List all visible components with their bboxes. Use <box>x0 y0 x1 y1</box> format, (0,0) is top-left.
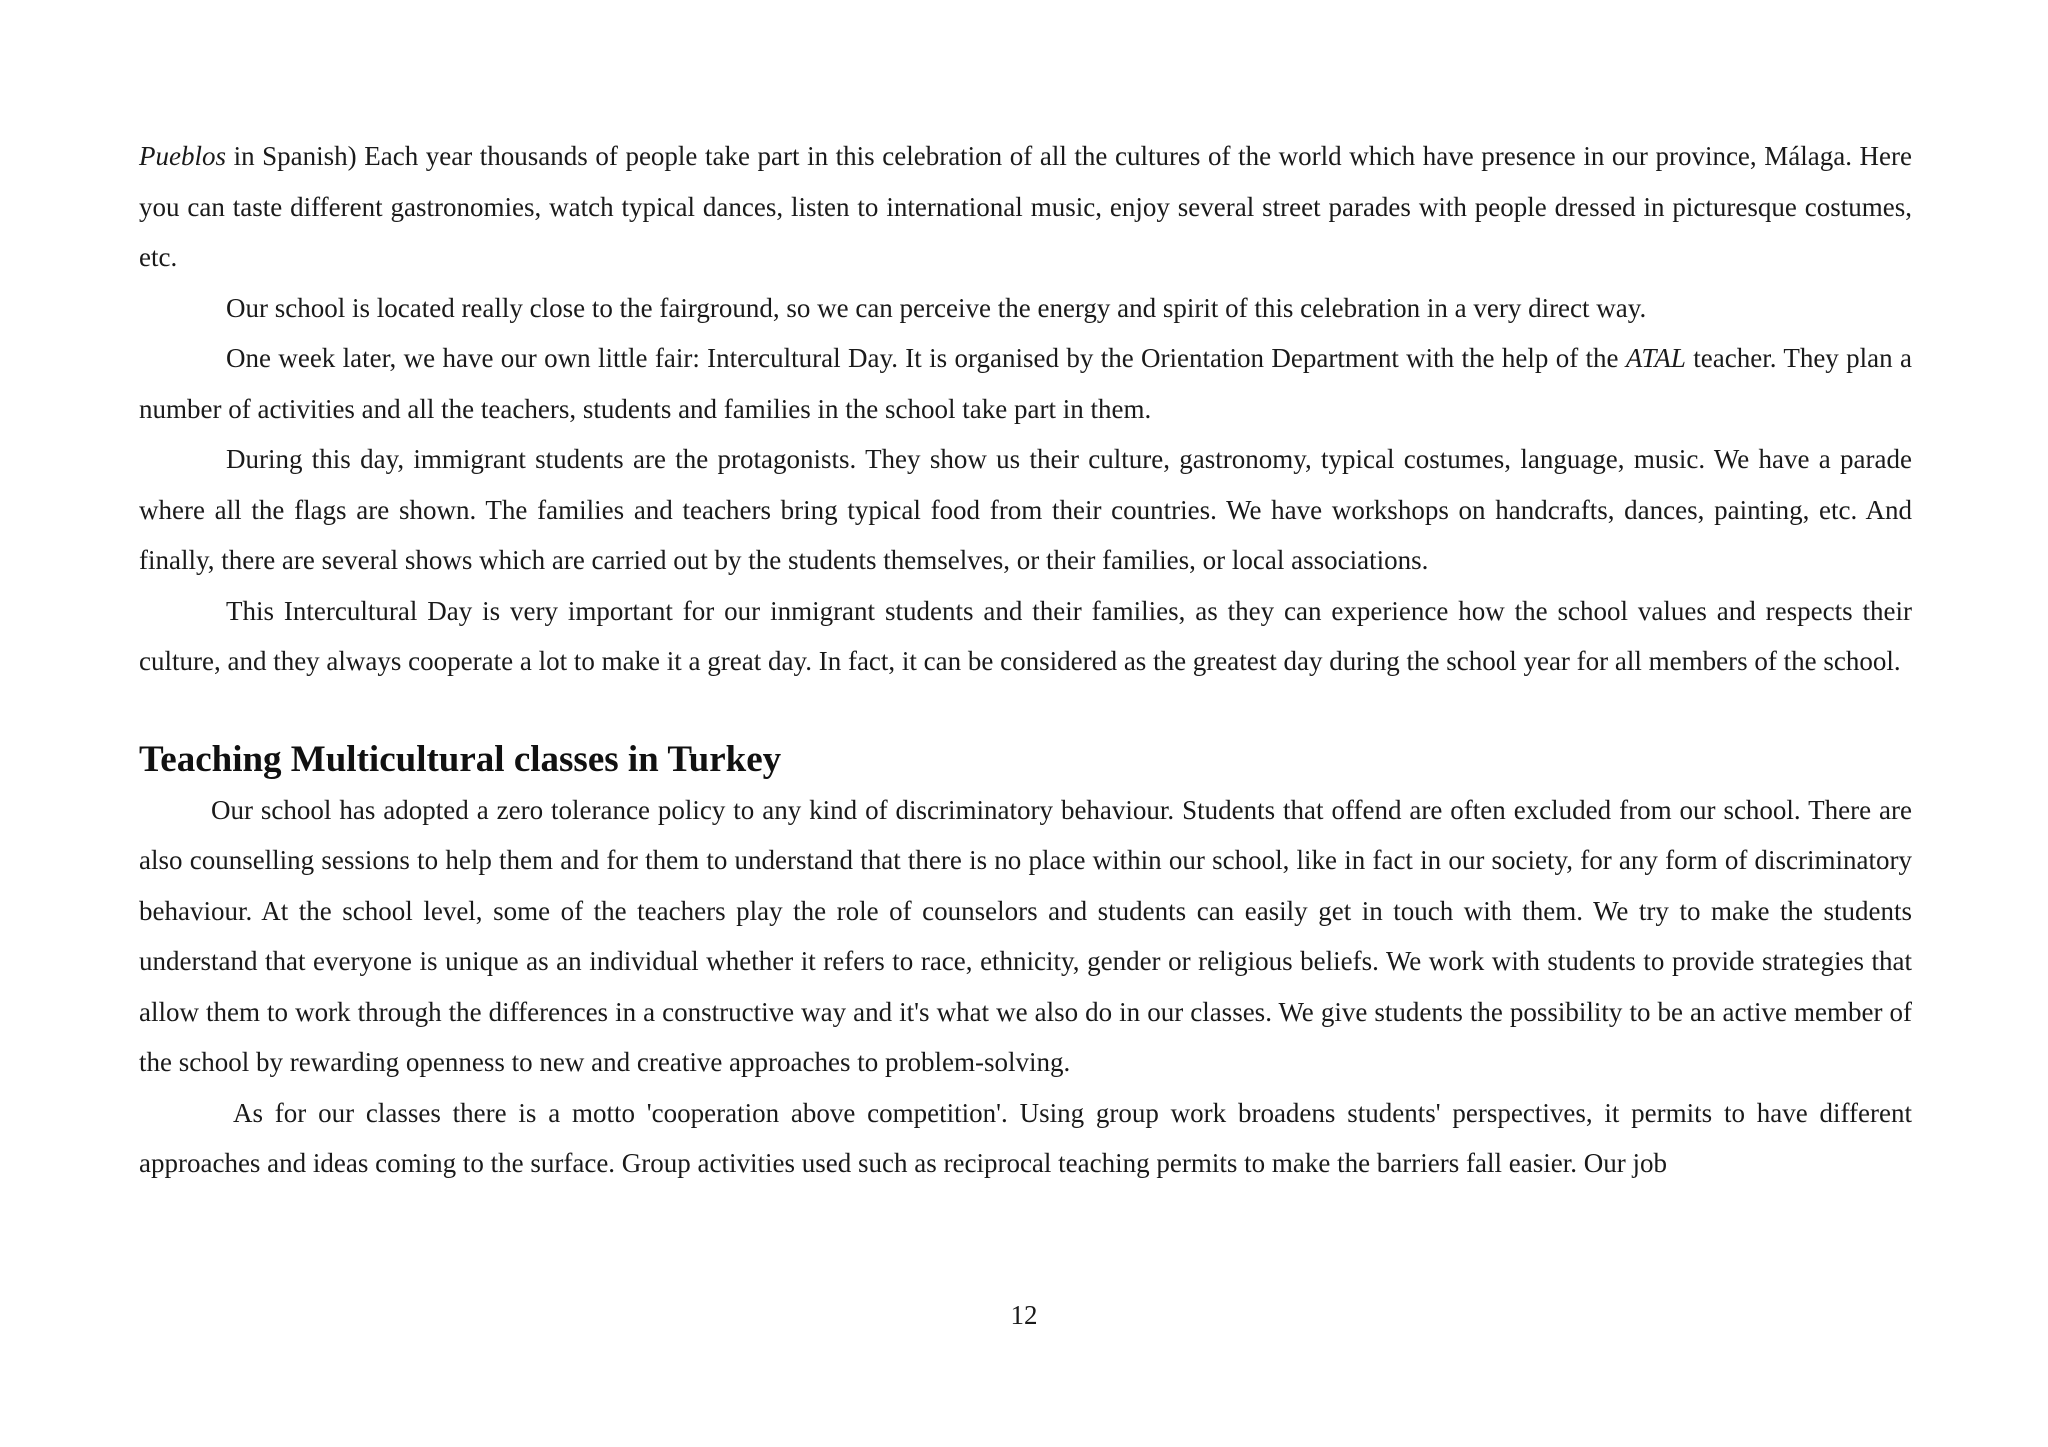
paragraph-day-activities: During this day, immigrant students are the protagonists. They show us their culture, gastronomy, typical costumes, language, music. We have a parade where all the flags are shown. The families and teachers bring typical food from their countries. We have workshops on handcrafts, dances, painting, etc. And finally, there are several shows which are carried out by the students themselves, or their families, or local associations. <box>139 444 1912 575</box>
paragraph-day-importance: This Intercultural Day is very important for our inmigrant students and their families, as they can experience how the school values and respects their culture, and they always cooperate a lot to make it a great day. In fact, it can be considered as the greatest day during the school year for all members of the school. <box>139 595 1912 676</box>
paragraph-intercultural-day <box>139 333 1912 434</box>
paragraph-text: One week later, we have our own little fair: Intercultural Day. It is organised by the Orientation Department with the help of the <box>226 343 1626 373</box>
paragraph-text: teacher. They plan a number of activities and all the teachers, students and families in the school take part in them. <box>139 343 1912 424</box>
paragraph-zero-tolerance: Our school has adopted a zero tolerance policy to any kind of discriminatory behaviour. Students that offend are often excluded from our school. There are also counselling sessions to help them and for them to understand that there is no place within our school, like in fact in our society, for any form of discriminatory behaviour. At the school level, some of the teachers play the role of counselors and students can easily get in touch with them. We try to make the students understand that everyone is unique as an individual whether it refers to race, ethnicity, gender or religious beliefs. We work with students to provide strategies that allow them to work through the differences in a constructive way and it's what we also do in our classes. We give students the possibility to be an active member of the school by rewarding openness to new and creative approaches to problem-solving. <box>139 794 1912 1077</box>
page-number: 12 <box>1010 1300 1038 1330</box>
italic-term-pueblos: Pueblos <box>139 141 226 171</box>
paragraph-text: in Spanish) Each year thousands of people take part in this celebration of all the cultures of the world which have presence in our province, Málaga. Here you can taste different gastronomies, watch typical dances, listen to international music, enjoy several street parades with people dressed in picturesque costumes, etc. <box>139 141 1912 272</box>
paragraph-school-location: Our school is located really close to the fairground, so we can perceive the energy and spirit of this celebration in a very direct way. <box>226 292 1647 323</box>
paragraph-fair-intro <box>139 131 1912 283</box>
page-body <box>139 131 1912 1189</box>
italic-term-atal: ATAL <box>1625 343 1686 373</box>
section-heading: Teaching Multicultural classes in Turkey <box>139 738 782 780</box>
paragraph-cooperation: As for our classes there is a motto 'cooperation above competition'. Using group work broadens students' perspectives, it permits to have different approaches and ideas coming to the surface. Group activities used such as reciprocal teaching permits to make the barriers fall easier. Our job <box>139 1097 1912 1178</box>
